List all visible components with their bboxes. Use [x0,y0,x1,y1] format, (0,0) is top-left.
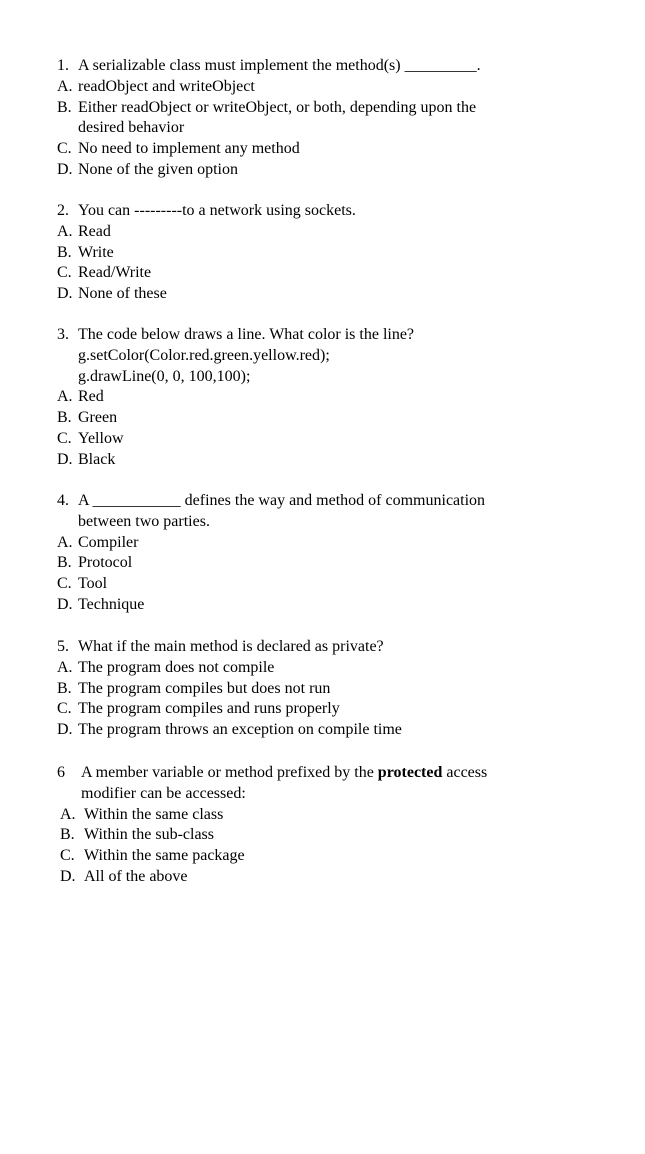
question-stem [57,491,617,512]
question-number: 4. [57,492,69,509]
option-letter: D. [57,160,73,178]
option-letter: A. [57,77,73,95]
option-letter: C. [57,429,72,447]
option-letter: C. [60,847,75,865]
keyword-protected: protected [377,764,443,781]
question-stem [57,763,617,784]
question-number: 2. [57,202,69,219]
option-text: Protocol [78,554,133,572]
question-text: A serializable class must implement the method(s) _________. [78,57,481,74]
option-b [57,243,617,264]
question-6 [57,763,617,888]
option-letter: B. [57,409,72,427]
code-line: g.drawLine(0, 0, 100,100); [78,367,251,385]
option-text: The program compiles but does not run [78,679,331,697]
option-letter: A. [57,533,73,551]
question-3 [57,325,617,471]
option-letter: A. [57,222,73,240]
option-b [57,408,617,429]
option-text: The program does not compile [78,658,275,676]
option-letter: A. [57,388,73,406]
question-text-continuation: modifier can be accessed: [81,784,246,802]
option-b-continuation: desired behavior [78,119,185,137]
option-text: Red [78,388,104,406]
question-5 [57,637,617,741]
option-letter: D. [57,450,73,468]
option-b [57,553,617,574]
option-letter: C. [57,140,72,158]
option-text: Read/Write [78,264,152,282]
option-a [57,533,617,554]
question-text [81,763,617,784]
question-text: A ___________ defines the way and method of communication [78,492,486,509]
question-2 [57,201,617,305]
question-text: The code below draws a line. What color is the line? [78,326,415,343]
option-b [57,679,617,700]
option-c [57,699,617,720]
option-c [57,574,617,595]
option-text: None of the given option [78,160,238,178]
option-letter: B. [57,98,72,116]
option-a [57,387,617,408]
option-letter: B. [57,243,72,261]
option-letter: A. [57,658,73,676]
question-text: What if the main method is declared as private? [78,638,384,655]
question-text-after: access [446,764,488,781]
option-c [57,263,617,284]
option-text: The program compiles and runs properly [78,700,340,718]
question-stem [57,637,617,658]
option-text: Either readObject or writeObject, or both, depending upon the [78,98,477,116]
option-text: Black [78,450,116,468]
option-letter: D. [57,721,73,739]
question-stem [57,201,617,222]
option-text: Compiler [78,533,139,551]
option-c [57,139,617,160]
option-letter: A. [60,805,76,823]
option-a [57,658,617,679]
option-b [57,98,617,119]
option-text: Green [78,409,118,427]
option-d [57,284,617,305]
option-text: None of these [78,285,167,303]
question-text-continuation: between two parties. [78,512,210,530]
option-d [57,867,617,888]
option-letter: C. [57,700,72,718]
option-letter: B. [60,826,75,844]
option-text: Yellow [78,429,124,447]
question-stem [57,56,617,77]
option-c [57,429,617,450]
option-letter: D. [60,867,76,885]
option-b [57,825,617,846]
option-text: No need to implement any method [78,140,300,158]
option-text: readObject and writeObject [78,77,255,95]
question-text-before: A member variable or method prefixed by the [81,764,374,781]
question-number: 3. [57,326,69,343]
code-line: g.setColor(Color.red.green.yellow.red); [78,346,330,364]
option-a [57,77,617,98]
option-letter: D. [57,595,73,613]
option-d [57,160,617,181]
question-stem [57,325,617,346]
option-letter: B. [57,554,72,572]
option-letter: C. [57,264,72,282]
option-text: Read [78,222,111,240]
question-number: 1. [57,57,69,74]
option-d [57,720,617,741]
question-text: You can ---------to a network using sockets. [78,202,356,219]
option-c [57,846,617,867]
option-text: Tool [78,575,108,593]
option-text: Write [78,243,114,261]
option-text: All of the above [84,867,188,885]
option-letter: D. [57,285,73,303]
option-text: Technique [78,595,145,613]
question-number: 6 [57,764,65,781]
question-4 [57,491,617,616]
question-1 [57,56,617,181]
option-a [57,805,617,826]
option-a [57,222,617,243]
option-d [57,595,617,616]
option-text: The program throws an exception on compile time [78,721,402,739]
option-text: Within the same class [84,805,224,823]
question-number: 5. [57,638,69,655]
option-text: Within the same package [84,847,245,865]
option-letter: C. [57,575,72,593]
option-text: Within the sub-class [84,826,214,844]
option-d [57,450,617,471]
option-letter: B. [57,679,72,697]
